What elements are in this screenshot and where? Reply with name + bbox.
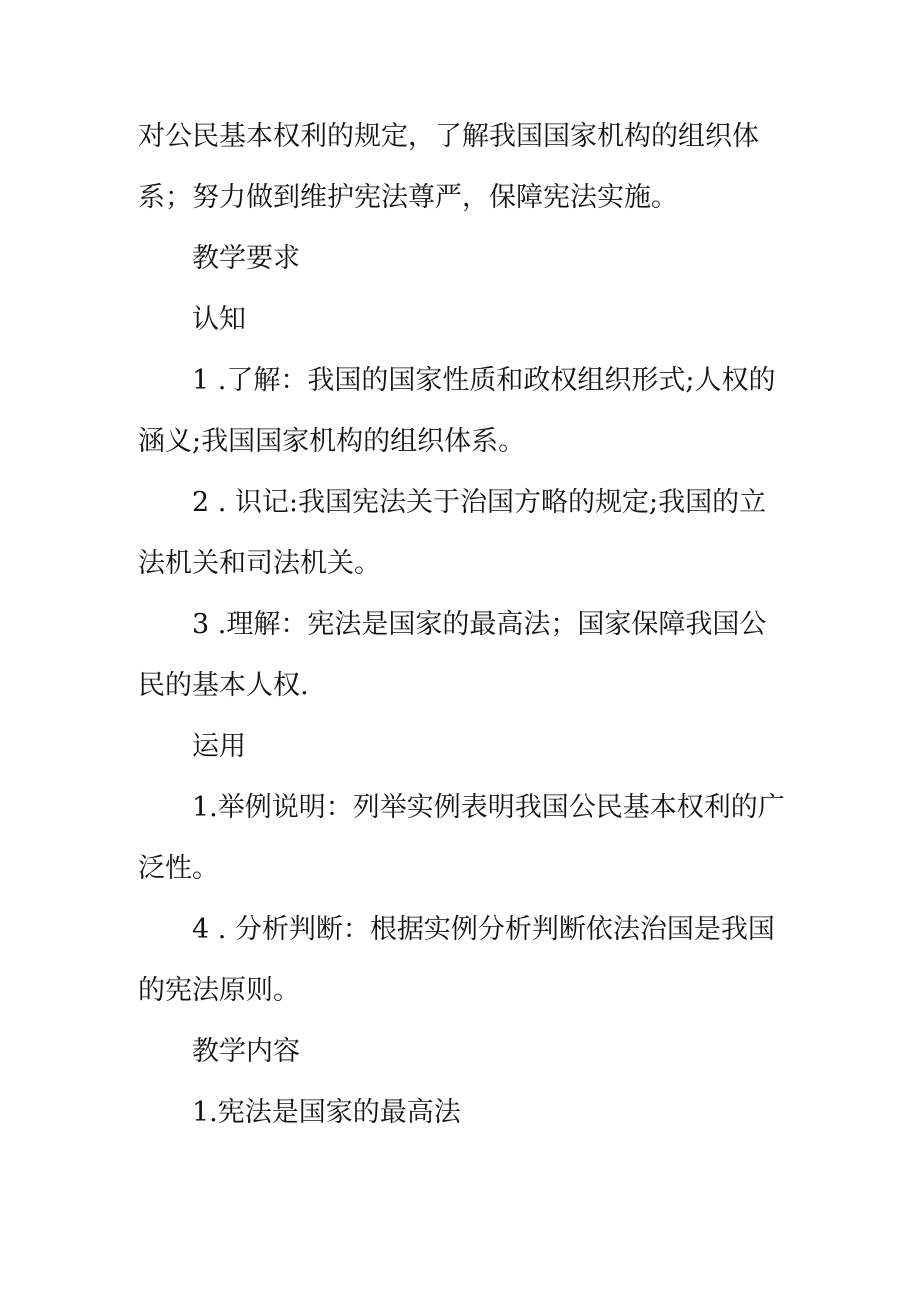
list-item-understand: 1 .了解：我国的国家性质和政权组织形式;人权的涵义;我国国家机构的组织体系。 (138, 365, 776, 457)
list-item-comprehend: 3 .理解：宪法是国家的最高法；国家保障我国公民的基本人权. (138, 609, 767, 701)
list-item-analyze: 4 . 分析判断：根据实例分析判断依法治国是我国的宪法原则。 (138, 914, 775, 1006)
heading-teaching-requirements: 教学要求 (192, 243, 300, 274)
paragraph-continuation: 对公民基本权利的规定，了解我国国家机构的组织体系；努力做到维护宪法尊严，保障宪法实施。 (138, 121, 759, 213)
heading-application: 运用 (192, 731, 246, 762)
heading-cognition: 认知 (192, 304, 246, 335)
list-item-examples: 1.举例说明：列举实例表明我国公民基本权利的广泛性。 (138, 792, 785, 884)
heading-teaching-content: 教学内容 (192, 1036, 300, 1067)
section-title-constitution: 1.宪法是国家的最高法 (192, 1097, 461, 1128)
document-body (138, 106, 786, 1143)
list-item-memorize: 2 . 识记:我国宪法关于治国方略的规定;我国的立法机关和司法机关。 (138, 487, 767, 579)
